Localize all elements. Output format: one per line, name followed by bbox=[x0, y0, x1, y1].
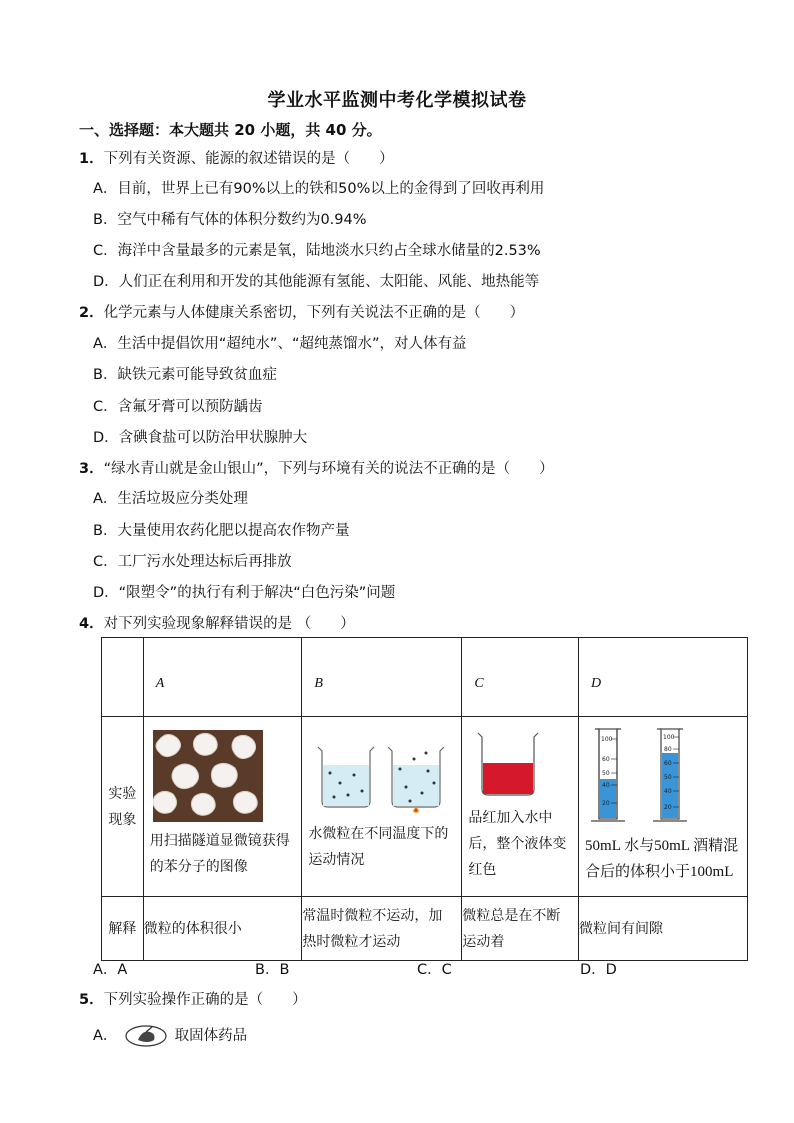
question-number: 2． bbox=[79, 305, 104, 321]
tick-label: 40 bbox=[602, 782, 610, 789]
question-4 bbox=[79, 612, 355, 633]
question-number: 4． bbox=[79, 616, 104, 632]
label-line: 实验 bbox=[108, 785, 137, 802]
choice-d: D．D bbox=[580, 962, 617, 978]
tick-label: 20 bbox=[602, 800, 610, 807]
question-stem: 化学元素与人体健康关系密切，下列有关说法不正确的是（ ） bbox=[103, 305, 525, 321]
beaker-red-liquid-icon bbox=[474, 729, 544, 797]
option: C．工厂污水处理达标后再排放 bbox=[93, 554, 292, 570]
page-title: 学业水平监测中考化学模拟试卷 bbox=[267, 90, 527, 111]
beakers-diagram-icon bbox=[310, 741, 458, 813]
tick-label: 50 bbox=[602, 770, 610, 777]
tick-label: 20 bbox=[664, 804, 672, 811]
question-number: 5． bbox=[79, 992, 104, 1008]
option: A．生活中提倡饮用“超纯水”、“超纯蒸馏水”，对人体有益 bbox=[93, 336, 467, 352]
text-line: 微粒的体积很小 bbox=[143, 920, 242, 937]
question-stem: 对下列实验现象解释错误的是 （ ） bbox=[103, 616, 355, 632]
option: D．人们正在利用和开发的其他能源有氢能、太阳能、风能、地热能等 bbox=[93, 274, 540, 290]
tick-label: 40 bbox=[664, 788, 672, 795]
text-line: 红色 bbox=[468, 862, 497, 878]
question-stem: “绿水青山就是金山银山”，下列与环境有关的说法不正确的是（ ） bbox=[103, 461, 554, 477]
text-line: 品红加入水中 bbox=[468, 810, 553, 826]
experiment-table bbox=[101, 637, 748, 961]
phenomenon-text-c bbox=[462, 805, 578, 883]
phenomenon-text-b bbox=[302, 821, 461, 873]
header-b: B bbox=[302, 638, 462, 717]
graduated-cylinders-icon bbox=[589, 725, 739, 829]
explain-c bbox=[462, 897, 579, 961]
text-line: 常温时微粒不运动，加 bbox=[302, 907, 443, 924]
tick-label: 100 bbox=[601, 736, 613, 743]
question-2 bbox=[79, 301, 524, 322]
text-line: 用扫描隧道显微镜获得 bbox=[149, 833, 290, 849]
option bbox=[93, 1024, 247, 1048]
question-stem: 下列实验操作正确的是（ ） bbox=[103, 992, 307, 1008]
option: B．空气中稀有气体的体积分数约为0.94% bbox=[93, 212, 367, 228]
option-text: 取固体药品 bbox=[174, 1028, 248, 1044]
hand-with-spoon-icon bbox=[124, 1024, 168, 1048]
phenomenon-row bbox=[102, 717, 748, 897]
cell-b-phenomenon bbox=[302, 717, 462, 897]
explain-label: 解释 bbox=[102, 897, 144, 961]
text-line: 合后的体积小于100mL bbox=[585, 864, 734, 880]
choice-a: A．A bbox=[93, 962, 128, 978]
question-1 bbox=[79, 147, 394, 168]
tick-label: 80 bbox=[664, 746, 672, 753]
phenomenon-label bbox=[102, 717, 144, 897]
question-number: 1． bbox=[79, 151, 104, 167]
explain-row bbox=[102, 897, 748, 961]
section-heading: 一、选择题：本大题共 20 小题，共 40 分。 bbox=[79, 121, 382, 139]
question-5 bbox=[79, 988, 307, 1009]
phenomenon-text-a bbox=[144, 828, 302, 880]
cell-c-phenomenon bbox=[462, 717, 579, 897]
text-line: 热时微粒才运动 bbox=[302, 933, 401, 950]
option-letter: A． bbox=[93, 1028, 118, 1044]
option: D．含碘食盐可以防治甲状腺肿大 bbox=[93, 430, 308, 446]
option: C．海洋中含量最多的元素是氧，陆地淡水只约占全球水储量的2.53% bbox=[93, 243, 541, 259]
tick-label: 100 bbox=[663, 734, 675, 741]
header-a: A bbox=[143, 638, 302, 717]
question-3 bbox=[79, 457, 554, 478]
header-c: C bbox=[462, 638, 579, 717]
text-line: 微粒间有间隙 bbox=[579, 920, 664, 937]
text-line: 的苯分子的图像 bbox=[149, 859, 248, 875]
text-line: 后，整个液体变 bbox=[468, 836, 567, 852]
label-line: 现象 bbox=[108, 811, 137, 828]
explain-d bbox=[579, 897, 748, 961]
tick-label: 60 bbox=[664, 760, 672, 767]
text-line: 运动着 bbox=[462, 933, 505, 950]
corner-cell bbox=[102, 638, 144, 717]
choice-c: C．C bbox=[417, 962, 452, 978]
question-stem: 下列有关资源、能源的叙述错误的是（ ） bbox=[103, 151, 394, 167]
choice-b: B．B bbox=[255, 962, 290, 978]
option: D．“限塑令”的执行有利于解决“白色污染”问题 bbox=[93, 585, 396, 601]
phenomenon-text-d bbox=[579, 833, 747, 885]
option: A．目前，世界上已有90%以上的铁和50%以上的金得到了回收再利用 bbox=[93, 181, 545, 197]
text-line: 微粒总是在不断 bbox=[462, 907, 561, 924]
option: A．生活垃圾应分类处理 bbox=[93, 491, 248, 507]
explain-a bbox=[143, 897, 302, 961]
option: B．缺铁元素可能导致贫血症 bbox=[93, 367, 277, 383]
table-header-row bbox=[102, 638, 748, 717]
text-line: 50mL 水与50mL 酒精混 bbox=[585, 838, 739, 854]
cell-d-phenomenon bbox=[579, 717, 748, 897]
option: C．含氟牙膏可以预防龋齿 bbox=[93, 399, 263, 415]
cell-a-phenomenon bbox=[143, 717, 302, 897]
option: B．大量使用农药化肥以提高农作物产量 bbox=[93, 523, 350, 539]
tick-label: 50 bbox=[664, 774, 672, 781]
question-number: 3． bbox=[79, 461, 104, 477]
tick-label: 60 bbox=[602, 756, 610, 763]
stm-benzene-image bbox=[153, 730, 263, 822]
explain-b bbox=[302, 897, 462, 961]
header-d: D bbox=[579, 638, 748, 717]
text-line: 水微粒在不同温度下的 bbox=[308, 826, 449, 842]
text-line: 运动情况 bbox=[308, 852, 365, 868]
